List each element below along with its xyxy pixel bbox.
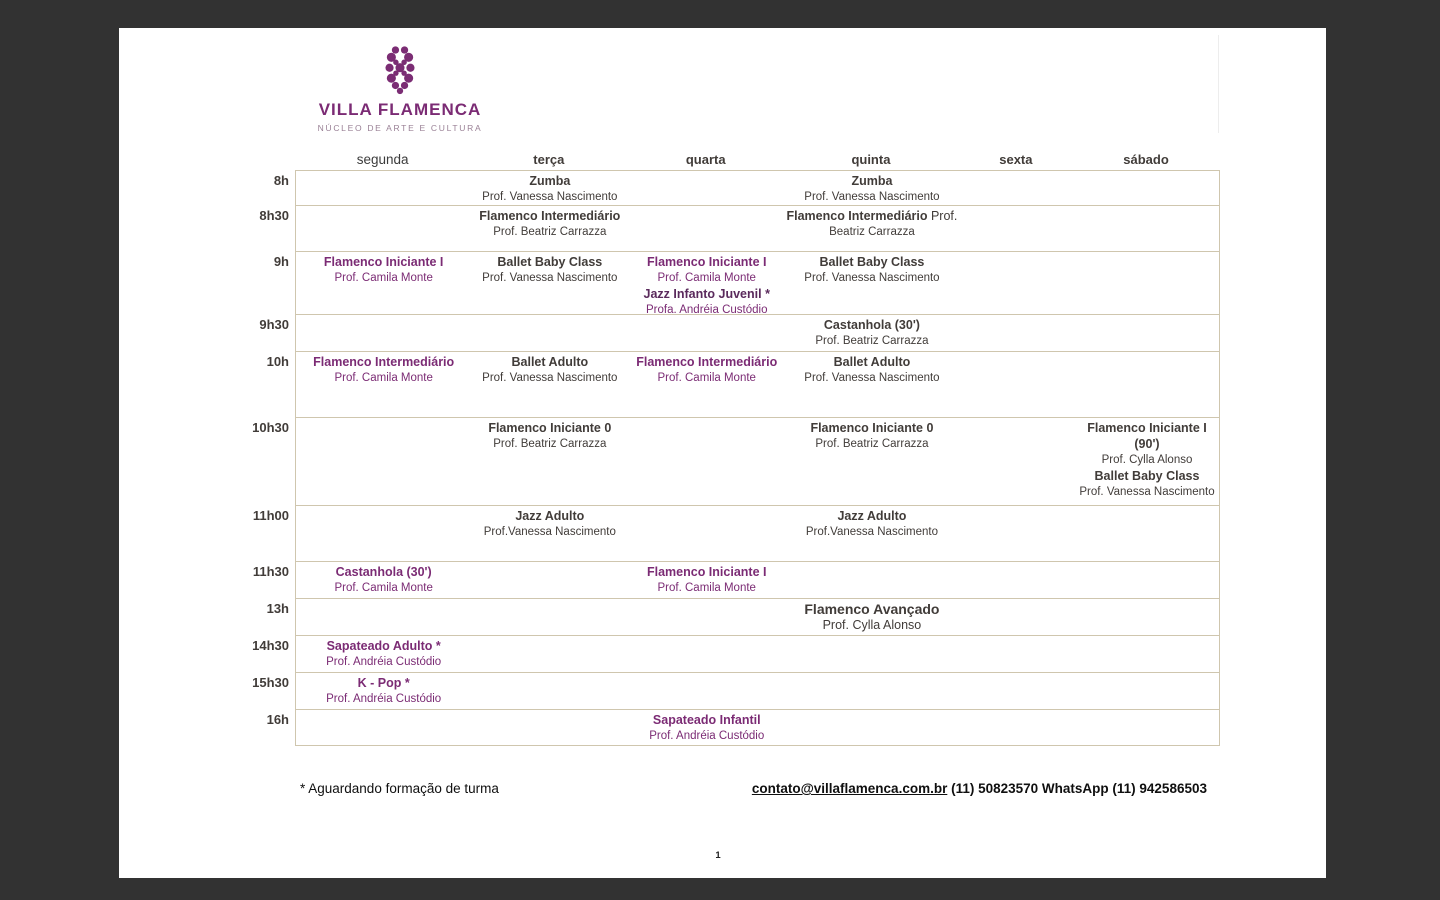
schedule-row-11h30 (252, 561, 1219, 598)
class-title: Ballet Baby Class (497, 255, 603, 269)
class-entry (766, 420, 978, 452)
class-title: Jazz Adulto (515, 509, 585, 523)
professor-name: Prof. Camila Monte (334, 272, 433, 284)
contact-phones: (11) 50823570 WhatsApp (11) 942586503 (947, 781, 1207, 796)
class-title: Ballet Adulto (511, 355, 589, 369)
professor-name: Prof. Vanessa Nascimento (804, 272, 940, 284)
class-title: Sapateado Infantil (652, 713, 761, 727)
class-entry (766, 173, 978, 205)
professor-name: Prof. Camila Monte (334, 582, 433, 594)
class-entry (601, 564, 813, 596)
professor-name: Prof. Cylla Alonso (822, 618, 922, 632)
schedule-row-16h (266, 709, 1219, 745)
class-entry (444, 173, 656, 205)
time-label: 14h30 (252, 638, 289, 653)
waiting-list-footnote: * Aguardando formação de turma (300, 781, 499, 796)
class-entry (444, 508, 656, 540)
day-header-terça: terça (533, 152, 565, 167)
class-entry (444, 208, 656, 240)
class-title: K - Pop * (357, 676, 410, 690)
class-title: (90') (1134, 437, 1160, 451)
logo-subtitle: NÚCLEO DE ARTE E CULTURA (317, 123, 483, 133)
professor-name: Prof. Vanessa Nascimento (804, 191, 940, 203)
class-title: Flamenco Iniciante I (323, 255, 444, 269)
class-title: Castanhola (30') (335, 565, 432, 579)
schedule-row-10h30 (252, 417, 1219, 505)
time-label: 13h (266, 601, 289, 616)
time-label: 15h30 (252, 675, 289, 690)
schedule-row-9h (273, 251, 1219, 316)
class-title: Flamenco Iniciante I (646, 255, 767, 269)
time-label: 9h30 (259, 317, 289, 332)
class-title: Flamenco Iniciante I (1087, 421, 1207, 435)
class-title: Jazz Adulto (837, 509, 907, 523)
class-entry (278, 638, 490, 670)
schedule-row-10h (266, 351, 1219, 417)
class-title: Zumba (529, 174, 571, 188)
class-entry (444, 420, 656, 452)
professor-name: Beatriz Carrazza (829, 226, 915, 238)
class-entry (766, 354, 978, 386)
professor-name: Prof. Vanessa Nascimento (482, 272, 618, 284)
header-divider-line (1218, 35, 1219, 133)
class-entry (766, 317, 978, 349)
villa-flamenca-logo-icon (380, 42, 420, 98)
time-label: 11h30 (252, 564, 289, 579)
professor-name: Prof. Vanessa Nascimento (482, 372, 618, 384)
class-title: Flamenco Intermediário Prof. (786, 209, 958, 223)
professor-name: Prof. Camila Monte (657, 372, 756, 384)
professor-name: Prof. Vanessa Nascimento (482, 191, 618, 203)
professor-name: Prof. Andréia Custódio (649, 730, 765, 742)
schedule-row-11h00 (252, 505, 1219, 561)
contact-email-link[interactable]: contato@villaflamenca.com.br (751, 781, 948, 796)
professor-name: Prof. Vanessa Nascimento (804, 372, 940, 384)
class-entry (766, 208, 978, 240)
schedule-row-8h (273, 171, 1219, 205)
professor-name: Prof. Andréia Custódio (326, 693, 442, 705)
class-entry (766, 601, 978, 633)
time-label: 16h (266, 712, 289, 727)
schedule-row-13h (266, 598, 1219, 635)
schedule-row-15h30 (252, 672, 1219, 709)
professor-name: Profa. Andréia Custódio (646, 304, 768, 316)
class-title: Flamenco Iniciante 0 (488, 421, 612, 435)
schedule-document-page (119, 28, 1326, 878)
class-entry (766, 254, 978, 286)
class-title: Ballet Baby Class (1094, 469, 1200, 483)
day-header-row (295, 152, 1218, 169)
class-title: Flamenco Intermediário (479, 209, 621, 223)
professor-name: Prof. Camila Monte (657, 272, 756, 284)
time-label: 9h (273, 254, 289, 269)
professor-name: Prof. Andréia Custódio (326, 656, 442, 668)
professor-name: Prof. Cylla Alonso (1101, 454, 1193, 466)
logo-title: VILLA FLAMENCA (318, 100, 482, 119)
class-title: Castanhola (30') (823, 318, 920, 332)
class-title: Zumba (851, 174, 893, 188)
day-header-segunda: segunda (356, 152, 409, 167)
professor-name: Prof. Beatriz Carrazza (815, 335, 929, 347)
time-label: 10h30 (252, 420, 289, 435)
time-label: 10h (266, 354, 289, 369)
class-title: Ballet Adulto (833, 355, 911, 369)
professor-name: Prof. Vanessa Nascimento (1079, 486, 1215, 498)
class-entry (278, 564, 490, 596)
contact-line (752, 781, 1207, 796)
time-label: 11h00 (252, 508, 289, 523)
page-number: 1 (715, 850, 721, 861)
class-title: Sapateado Adulto * (326, 639, 441, 653)
class-entry (601, 712, 813, 744)
class-title: Jazz Infanto Juvenil * (643, 287, 770, 301)
class-title: Flamenco Intermediário (313, 355, 455, 369)
professor-name: Prof. Beatriz Carrazza (493, 226, 607, 238)
day-header-quinta: quinta (851, 152, 891, 167)
schedule-row-14h30 (252, 635, 1219, 672)
professor-name: Prof. Camila Monte (657, 582, 756, 594)
professor-name: Prof.Vanessa Nascimento (805, 526, 938, 538)
class-title: Flamenco Iniciante 0 (810, 421, 934, 435)
class-entry (1041, 420, 1253, 500)
class-entry (278, 675, 490, 707)
schedule-row-9h30 (259, 314, 1219, 351)
class-entry (766, 508, 978, 540)
class-title: Flamenco Iniciante I (646, 565, 767, 579)
class-title: Flamenco Avançado (804, 601, 940, 617)
professor-name: Prof. Camila Monte (334, 372, 433, 384)
professor-name: Prof.Vanessa Nascimento (483, 526, 616, 538)
day-header-sexta: sexta (999, 152, 1033, 167)
time-label: 8h30 (259, 208, 289, 223)
class-title: Flamenco Intermediário (636, 355, 778, 369)
day-header-sábado: sábado (1123, 152, 1169, 167)
time-label: 8h (273, 173, 289, 188)
professor-name: Prof. Beatriz Carrazza (815, 438, 929, 450)
schedule-row-8h30 (259, 205, 1219, 251)
class-title: Ballet Baby Class (819, 255, 925, 269)
day-header-quarta: quarta (685, 152, 726, 167)
schedule-table (252, 170, 1220, 746)
professor-name: Prof. Beatriz Carrazza (493, 438, 607, 450)
